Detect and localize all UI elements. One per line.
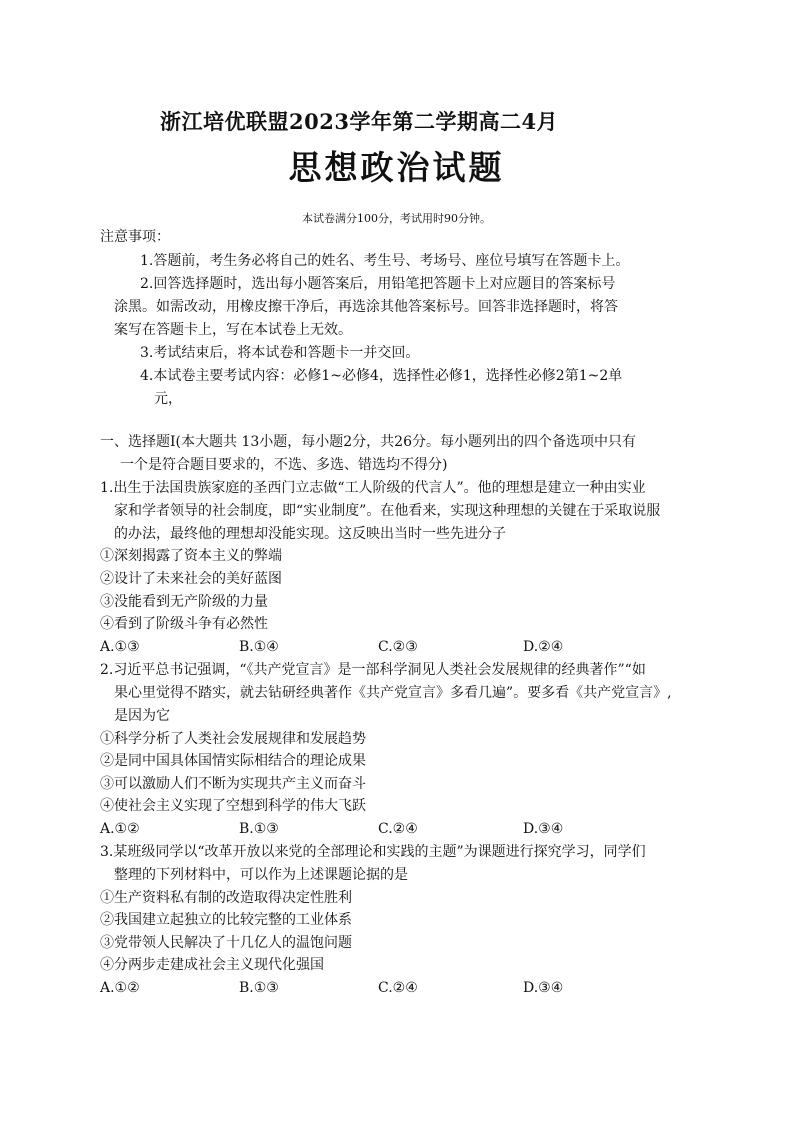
question-1-text: 的办法，最终他的理想却没能实现。这反映出当时一些先进分子 <box>114 526 506 542</box>
notes-item: 涂黑。如需改动，用橡皮擦干净后，再选涂其他答案标号。回答非选择题时，将答 <box>114 299 618 315</box>
question-2-option-b[interactable]: B.①③ <box>239 821 279 837</box>
question-1-statement: ④看到了阶级斗争有必然性 <box>100 616 268 632</box>
question-3-option-a[interactable]: A.①② <box>100 980 140 996</box>
question-3-statement: ③党带领人民解决了十几亿人的温饱问题 <box>100 935 352 951</box>
question-2-text: 果心里觉得不踏实，就去钻研经典著作《共产党宣言》多看几遍”。要多看《共产党宣言》, <box>114 685 672 701</box>
question-3-statement: ④分两步走建成社会主义现代化强国 <box>100 957 324 973</box>
question-2-text: 是因为它 <box>114 708 170 724</box>
question-3-text: 3.某班级同学以“改革开放以来党的全部理论和实践的主题”为课题进行探究学习，同学们 <box>100 844 646 860</box>
section-heading-cont: 一个是符合题目要求的，不选、多选、错选均不得分) <box>120 457 448 473</box>
question-3-option-b[interactable]: B.①③ <box>239 980 279 996</box>
question-2-statement: ①科学分析了人类社会发展规律和发展趋势 <box>100 731 366 747</box>
question-2-text: 2.习近平总书记强调，“《共产党宣言》是一部科学洞见人类社会发展规律的经典著作”“如 <box>100 662 646 678</box>
question-2-statement: ②是同中国具体国情实际相结合的理论成果 <box>100 753 366 769</box>
question-1-statement: ③没能看到无产阶级的力量 <box>100 594 268 610</box>
question-1-option-b[interactable]: B.①④ <box>239 639 279 655</box>
question-3-option-d[interactable]: D.③④ <box>523 980 564 996</box>
question-3-statement: ②我国建立起独立的比较完整的工业体系 <box>100 912 352 928</box>
notes-item: 案写在答题卡上，写在本试卷上无效。 <box>114 322 352 338</box>
exam-title-main: 思想政治试题 <box>288 148 505 187</box>
question-1-option-a[interactable]: A.①③ <box>100 639 140 655</box>
notes-item: 2.回答选择题时，选出每小题答案后，用铅笔把答题卡上对应题目的答案标号 <box>140 276 616 292</box>
question-2-option-d[interactable]: D.③④ <box>523 821 564 837</box>
notes-item: 1.答题前，考生务必将自己的姓名、考生号、考场号、座位号填写在答题卡上。 <box>140 253 630 269</box>
notes-item: 4.本试卷主要考试内容：必修1~必修4，选择性必修1，选择性必修2第1~2单 <box>140 368 623 384</box>
notes-item: 元， <box>154 391 182 407</box>
question-1-option-d[interactable]: D.②④ <box>523 639 564 655</box>
section-heading: 一、选择题Ⅰ(本大题共 13小题，每小题2分，共26分。每小题列出的四个备选项中只有 <box>100 434 636 450</box>
question-3-statement: ①生产资料私有制的改造取得决定性胜利 <box>100 890 352 906</box>
exam-subtitle: 本试卷满分100分，考试用时90分钟。 <box>302 212 491 225</box>
question-2-option-a[interactable]: A.①② <box>100 821 140 837</box>
question-1-text: 1.出生于法国贵族家庭的圣西门立志做“工人阶级的代言人”。他的理想是建立一种由实业 <box>100 480 646 496</box>
question-3-text: 整理的下列材料中，可以作为上述课题论据的是 <box>114 867 408 883</box>
question-2-statement: ④使社会主义实现了空想到科学的伟大飞跃 <box>100 798 366 814</box>
notes-item: 3.考试结束后，将本试卷和答题卡一并交回。 <box>140 345 420 361</box>
question-1-statement: ①深刻揭露了资本主义的弊端 <box>100 548 282 564</box>
question-1-statement: ②设计了未来社会的美好蓝图 <box>100 571 282 587</box>
question-2-option-c[interactable]: C.②④ <box>378 821 418 837</box>
exam-title-line1: 浙江培优联盟2023学年第二学期高二4月 <box>160 109 559 134</box>
question-1-text: 家和学者领导的社会制度，即“实业制度”。在他看来，实现这种理想的关键在于采取说服 <box>114 503 661 519</box>
question-3-option-c[interactable]: C.②④ <box>378 980 418 996</box>
question-1-option-c[interactable]: C.②③ <box>378 639 418 655</box>
question-2-statement: ③可以激励人们不断为实现共产主义而奋斗 <box>100 776 366 792</box>
notes-heading: 注意事项： <box>100 229 170 245</box>
